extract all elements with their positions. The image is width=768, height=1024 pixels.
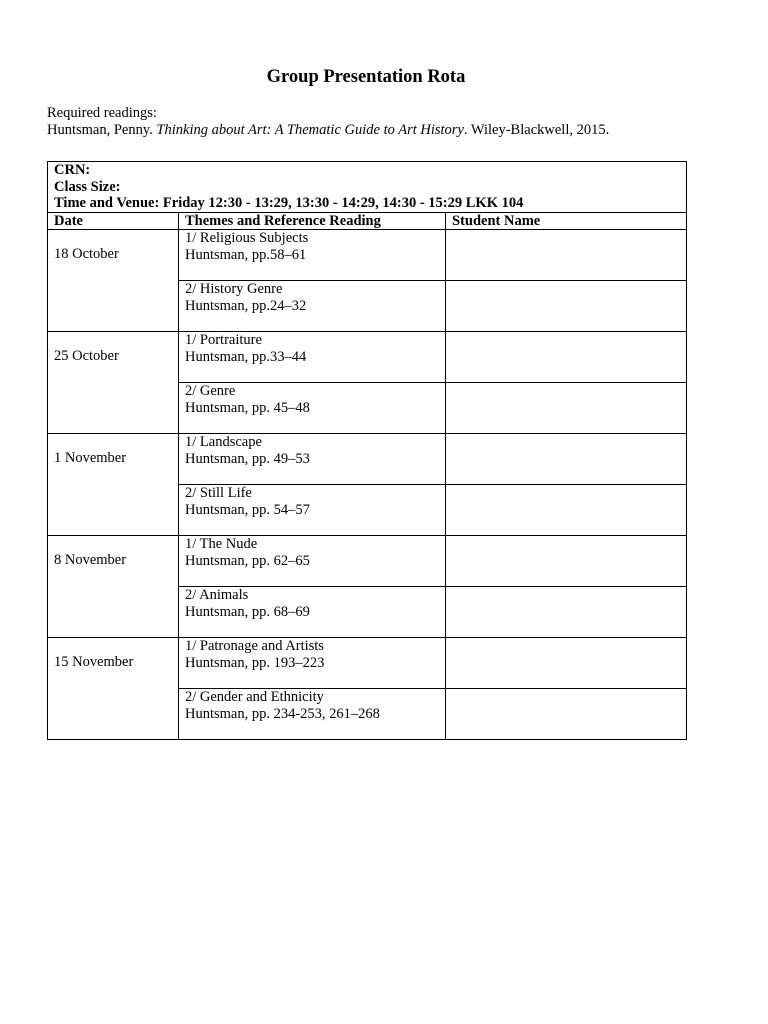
theme-title: 1/ Patronage and Artists <box>185 637 324 654</box>
course-info-row <box>48 162 687 213</box>
table-row <box>48 433 687 484</box>
session-date: 8 November <box>54 551 127 568</box>
table-row <box>48 229 687 280</box>
theme-title: 2/ Genre <box>185 382 236 399</box>
student-name-cell[interactable] <box>446 280 687 331</box>
theme-reading-cell <box>179 535 446 586</box>
citation-author: Huntsman, Penny. <box>47 122 157 138</box>
session-date-cell <box>48 535 179 637</box>
student-name-cell[interactable] <box>446 229 687 280</box>
table-header-row <box>48 212 687 229</box>
column-header-student-name: Student Name <box>446 212 687 229</box>
theme-title: 2/ Gender and Ethnicity <box>185 688 324 705</box>
student-name-cell[interactable] <box>446 535 687 586</box>
theme-title: 1/ Religious Subjects <box>185 229 309 246</box>
student-name-cell[interactable] <box>446 331 687 382</box>
reference-reading: Huntsman, pp. 193–223 <box>185 654 325 671</box>
session-date: 1 November <box>54 449 127 466</box>
session-date: 18 October <box>54 245 119 262</box>
theme-reading-cell <box>179 586 446 637</box>
presentation-rota-table <box>47 161 687 740</box>
reference-reading: Huntsman, pp.58–61 <box>185 246 307 263</box>
citation-publisher: . Wiley-Blackwell, 2015. <box>463 122 610 138</box>
readings-label: Required readings: <box>47 105 157 121</box>
reference-reading: Huntsman, pp. 49–53 <box>185 450 310 467</box>
theme-reading-cell <box>179 331 446 382</box>
theme-reading-cell <box>179 433 446 484</box>
theme-title: 1/ Portraiture <box>185 331 262 348</box>
student-name-cell[interactable] <box>446 382 687 433</box>
theme-title: 2/ Still Life <box>185 484 252 501</box>
theme-title: 2/ History Genre <box>185 280 283 297</box>
reference-reading: Huntsman, pp.24–32 <box>185 297 307 314</box>
theme-title: 1/ Landscape <box>185 433 262 450</box>
reference-reading: Huntsman, pp. 54–57 <box>185 501 310 518</box>
citation-work-title: Thinking about Art: A Thematic Guide to Art History <box>156 122 464 138</box>
session-date-cell <box>48 433 179 535</box>
theme-reading-cell <box>179 280 446 331</box>
theme-title: 2/ Animals <box>185 586 249 603</box>
session-date: 25 October <box>54 347 119 364</box>
reference-reading: Huntsman, pp. 62–65 <box>185 552 310 569</box>
column-header-themes: Themes and Reference Reading <box>179 212 446 229</box>
table-row <box>48 637 687 688</box>
course-info-cell <box>48 162 687 213</box>
column-header-date: Date <box>48 212 179 229</box>
student-name-cell[interactable] <box>446 484 687 535</box>
citation <box>47 122 609 139</box>
reference-reading: Huntsman, pp. 68–69 <box>185 603 310 620</box>
theme-title: 1/ The Nude <box>185 535 258 552</box>
class-size-label: Class Size: <box>54 178 121 195</box>
theme-reading-cell <box>179 484 446 535</box>
student-name-cell[interactable] <box>446 433 687 484</box>
theme-reading-cell <box>179 688 446 739</box>
reference-reading: Huntsman, pp. 45–48 <box>185 399 310 416</box>
session-date-cell <box>48 331 179 433</box>
document-title: Group Presentation Rota <box>266 67 466 87</box>
reference-reading: Huntsman, pp.33–44 <box>185 348 307 365</box>
session-date-cell <box>48 229 179 331</box>
reference-reading: Huntsman, pp. 234-253, 261–268 <box>185 705 380 722</box>
crn-label: CRN: <box>54 162 91 178</box>
theme-reading-cell <box>179 382 446 433</box>
session-date: 15 November <box>54 653 134 670</box>
table-row <box>48 331 687 382</box>
table-row <box>48 535 687 586</box>
theme-reading-cell <box>179 229 446 280</box>
student-name-cell[interactable] <box>446 637 687 688</box>
student-name-cell[interactable] <box>446 688 687 739</box>
student-name-cell[interactable] <box>446 586 687 637</box>
required-readings <box>47 105 609 139</box>
session-date-cell <box>48 637 179 739</box>
time-venue-label: Time and Venue: Friday 12:30 - 13:29, 13:30 - 14:29, 14:30 - 15:29 LKK 104 <box>54 195 524 211</box>
theme-reading-cell <box>179 637 446 688</box>
